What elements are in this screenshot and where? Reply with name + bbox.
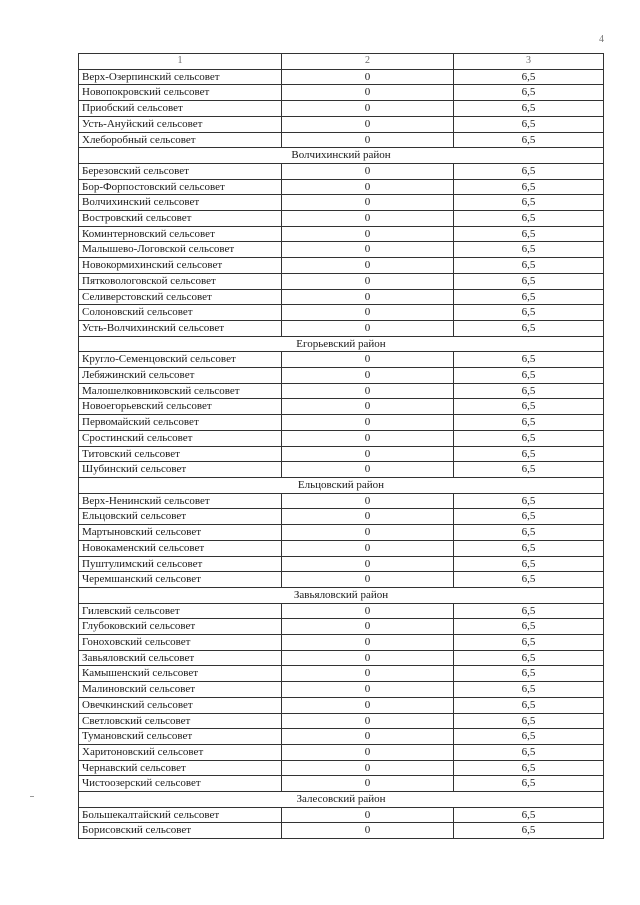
value-col-2: 0 (282, 69, 454, 85)
table-row (79, 525, 604, 541)
table-row (79, 509, 604, 525)
table-row (79, 572, 604, 588)
settlement-name: Овечкинский сельсовет (79, 697, 282, 713)
value-col-2: 0 (282, 729, 454, 745)
table-row (79, 776, 604, 792)
district-header-row (79, 336, 604, 352)
table-row (79, 744, 604, 760)
table-row (79, 368, 604, 384)
settlement-name: Березовский сельсовет (79, 163, 282, 179)
table-row (79, 556, 604, 572)
value-col-3: 6,5 (454, 195, 604, 211)
value-col-3: 6,5 (454, 163, 604, 179)
table-row (79, 823, 604, 839)
settlement-name: Ельцовский сельсовет (79, 509, 282, 525)
district-name: Ельцовский район (79, 477, 604, 493)
value-col-3: 6,5 (454, 666, 604, 682)
value-col-2: 0 (282, 446, 454, 462)
value-col-3: 6,5 (454, 415, 604, 431)
table-row (79, 619, 604, 635)
settlement-name: Приобский сельсовет (79, 101, 282, 117)
value-col-3: 6,5 (454, 572, 604, 588)
value-col-3: 6,5 (454, 619, 604, 635)
value-col-3: 6,5 (454, 242, 604, 258)
table-row (79, 226, 604, 242)
value-col-2: 0 (282, 776, 454, 792)
value-col-2: 0 (282, 744, 454, 760)
value-col-3: 6,5 (454, 383, 604, 399)
table-row (79, 258, 604, 274)
district-header-row (79, 148, 604, 164)
value-col-2: 0 (282, 242, 454, 258)
settlement-name: Чистоозерский сельсовет (79, 776, 282, 792)
value-col-3: 6,5 (454, 776, 604, 792)
table-row (79, 462, 604, 478)
settlement-name: Завьяловский сельсовет (79, 650, 282, 666)
value-col-3: 6,5 (454, 430, 604, 446)
value-col-2: 0 (282, 383, 454, 399)
settlement-name: Светловский сельсовет (79, 713, 282, 729)
settlement-name: Шубинский сельсовет (79, 462, 282, 478)
settlement-name: Хлеборобный сельсовет (79, 132, 282, 148)
value-col-3: 6,5 (454, 540, 604, 556)
table-row (79, 242, 604, 258)
column-header-3: 3 (454, 54, 604, 70)
value-col-3: 6,5 (454, 807, 604, 823)
value-col-3: 6,5 (454, 713, 604, 729)
value-col-2: 0 (282, 211, 454, 227)
value-col-3: 6,5 (454, 462, 604, 478)
settlement-name: Малышево-Логовской сельсовет (79, 242, 282, 258)
settlement-name: Первомайский сельсовет (79, 415, 282, 431)
settlement-name: Коминтерновский сельсовет (79, 226, 282, 242)
value-col-3: 6,5 (454, 493, 604, 509)
table-row (79, 446, 604, 462)
settlement-name: Новокаменский сельсовет (79, 540, 282, 556)
value-col-3: 6,5 (454, 729, 604, 745)
value-col-3: 6,5 (454, 823, 604, 839)
table-row (79, 101, 604, 117)
settlement-name: Харитоновский сельсовет (79, 744, 282, 760)
value-col-2: 0 (282, 132, 454, 148)
value-col-2: 0 (282, 273, 454, 289)
settlement-name: Лебяжинский сельсовет (79, 368, 282, 384)
value-col-2: 0 (282, 760, 454, 776)
table-row (79, 195, 604, 211)
table-row (79, 729, 604, 745)
value-col-3: 6,5 (454, 744, 604, 760)
settlement-name: Бор-Форпостовский сельсовет (79, 179, 282, 195)
settlement-name: Сростинский сельсовет (79, 430, 282, 446)
value-col-3: 6,5 (454, 116, 604, 132)
value-col-3: 6,5 (454, 446, 604, 462)
value-col-2: 0 (282, 823, 454, 839)
value-col-3: 6,5 (454, 101, 604, 117)
value-col-2: 0 (282, 101, 454, 117)
value-col-3: 6,5 (454, 352, 604, 368)
page-number: 4 (599, 34, 604, 45)
settlement-name: Малошелковниковский сельсовет (79, 383, 282, 399)
settlement-name: Усть-Ануйский сельсовет (79, 116, 282, 132)
settlement-name: Новопокровский сельсовет (79, 85, 282, 101)
value-col-2: 0 (282, 713, 454, 729)
table-row (79, 352, 604, 368)
table-row (79, 540, 604, 556)
settlement-name: Пуштулимский сельсовет (79, 556, 282, 572)
settlement-name: Тумановский сельсовет (79, 729, 282, 745)
value-col-2: 0 (282, 352, 454, 368)
district-header-row (79, 792, 604, 808)
table-row (79, 399, 604, 415)
settlement-name: Большекалтайский сельсовет (79, 807, 282, 823)
value-col-2: 0 (282, 305, 454, 321)
value-col-3: 6,5 (454, 273, 604, 289)
settlement-name: Верх-Ненинский сельсовет (79, 493, 282, 509)
table-header-row (79, 54, 604, 70)
district-name: Волчихинский район (79, 148, 604, 164)
district-header-row (79, 477, 604, 493)
value-col-3: 6,5 (454, 211, 604, 227)
column-header-1: 1 (79, 54, 282, 70)
value-col-2: 0 (282, 603, 454, 619)
value-col-3: 6,5 (454, 289, 604, 305)
table-row (79, 383, 604, 399)
value-col-3: 6,5 (454, 603, 604, 619)
value-col-3: 6,5 (454, 697, 604, 713)
value-col-2: 0 (282, 525, 454, 541)
district-name: Завьяловский район (79, 587, 604, 603)
value-col-3: 6,5 (454, 320, 604, 336)
value-col-2: 0 (282, 368, 454, 384)
value-col-3: 6,5 (454, 682, 604, 698)
district-name: Залесовский район (79, 792, 604, 808)
table-row (79, 415, 604, 431)
settlement-name: Селиверстовский сельсовет (79, 289, 282, 305)
value-col-2: 0 (282, 258, 454, 274)
settlement-name: Черемшанский сельсовет (79, 572, 282, 588)
value-col-2: 0 (282, 619, 454, 635)
value-col-2: 0 (282, 85, 454, 101)
table-body (79, 69, 604, 838)
value-col-2: 0 (282, 179, 454, 195)
value-col-2: 0 (282, 320, 454, 336)
value-col-2: 0 (282, 682, 454, 698)
value-col-2: 0 (282, 226, 454, 242)
margin-mark (30, 796, 34, 797)
value-col-2: 0 (282, 116, 454, 132)
settlement-name: Титовский сельсовет (79, 446, 282, 462)
table-row (79, 713, 604, 729)
table-row (79, 760, 604, 776)
settlement-name: Камышенский сельсовет (79, 666, 282, 682)
value-col-2: 0 (282, 540, 454, 556)
table-row (79, 603, 604, 619)
value-col-2: 0 (282, 493, 454, 509)
table-row (79, 289, 604, 305)
value-col-2: 0 (282, 697, 454, 713)
settlement-name: Волчихинский сельсовет (79, 195, 282, 211)
table-row (79, 635, 604, 651)
settlement-name: Глубоковский сельсовет (79, 619, 282, 635)
table-row (79, 69, 604, 85)
value-col-2: 0 (282, 572, 454, 588)
value-col-2: 0 (282, 509, 454, 525)
settlement-name: Чернавский сельсовет (79, 760, 282, 776)
value-col-2: 0 (282, 430, 454, 446)
value-col-3: 6,5 (454, 69, 604, 85)
table-row (79, 132, 604, 148)
value-col-3: 6,5 (454, 305, 604, 321)
table-row (79, 273, 604, 289)
table-row (79, 116, 604, 132)
value-col-3: 6,5 (454, 650, 604, 666)
value-col-3: 6,5 (454, 179, 604, 195)
value-col-2: 0 (282, 163, 454, 179)
value-col-3: 6,5 (454, 226, 604, 242)
value-col-2: 0 (282, 415, 454, 431)
settlement-name: Гилевский сельсовет (79, 603, 282, 619)
value-col-3: 6,5 (454, 399, 604, 415)
table-row (79, 807, 604, 823)
settlement-name: Новоегорьевский сельсовет (79, 399, 282, 415)
district-header-row (79, 587, 604, 603)
settlement-name: Усть-Волчихинский сельсовет (79, 320, 282, 336)
value-col-2: 0 (282, 462, 454, 478)
settlement-name: Гонохoвский сельсовет (79, 635, 282, 651)
data-table (78, 53, 604, 839)
table-row (79, 430, 604, 446)
value-col-3: 6,5 (454, 760, 604, 776)
table-row (79, 682, 604, 698)
settlement-name: Борисовский сельсовет (79, 823, 282, 839)
settlement-name: Кругло-Семенцовский сельсовет (79, 352, 282, 368)
district-name: Егорьевский район (79, 336, 604, 352)
settlement-name: Верх-Озерпинский сельсовет (79, 69, 282, 85)
settlement-name: Малиновский сельсовет (79, 682, 282, 698)
settlement-name: Новокормихинский сельсовет (79, 258, 282, 274)
table-row (79, 666, 604, 682)
value-col-3: 6,5 (454, 635, 604, 651)
settlement-name: Солоновский сельсовет (79, 305, 282, 321)
table-row (79, 163, 604, 179)
settlement-name: Мартыновский сельсовет (79, 525, 282, 541)
column-header-2: 2 (282, 54, 454, 70)
value-col-3: 6,5 (454, 368, 604, 384)
value-col-3: 6,5 (454, 258, 604, 274)
table-row (79, 179, 604, 195)
value-col-2: 0 (282, 666, 454, 682)
value-col-2: 0 (282, 635, 454, 651)
value-col-2: 0 (282, 195, 454, 211)
value-col-2: 0 (282, 807, 454, 823)
value-col-2: 0 (282, 556, 454, 572)
value-col-3: 6,5 (454, 132, 604, 148)
value-col-3: 6,5 (454, 525, 604, 541)
settlement-name: Пятковологовской сельсовет (79, 273, 282, 289)
table-row (79, 320, 604, 336)
value-col-2: 0 (282, 650, 454, 666)
table-row (79, 493, 604, 509)
settlement-name: Востровский сельсовет (79, 211, 282, 227)
value-col-3: 6,5 (454, 85, 604, 101)
table-row (79, 85, 604, 101)
table-row (79, 211, 604, 227)
value-col-3: 6,5 (454, 509, 604, 525)
value-col-3: 6,5 (454, 556, 604, 572)
table-row (79, 305, 604, 321)
table-row (79, 650, 604, 666)
value-col-2: 0 (282, 289, 454, 305)
table-row (79, 697, 604, 713)
value-col-2: 0 (282, 399, 454, 415)
